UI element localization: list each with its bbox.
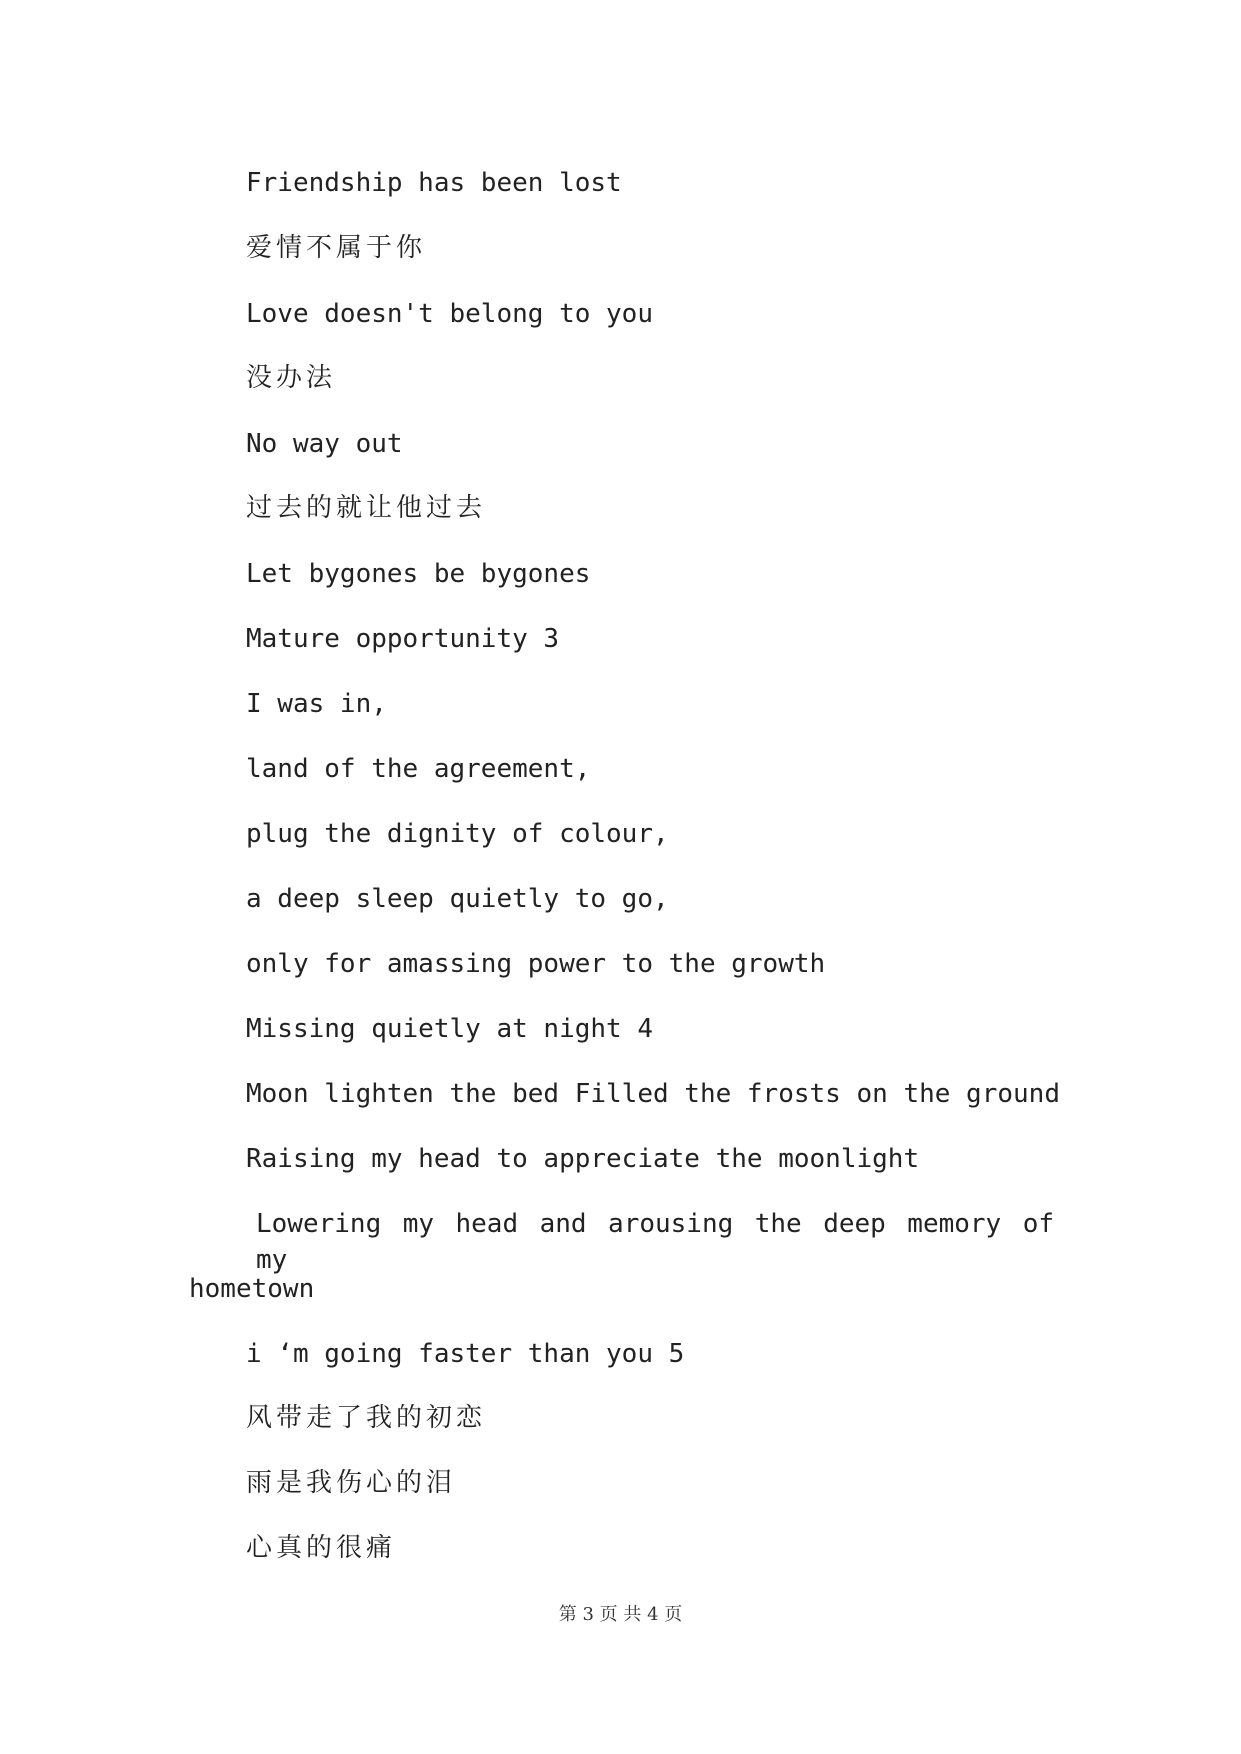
text-line: Raising my head to appreciate the moonlight — [246, 1144, 920, 1174]
text-line: 风带走了我的初恋 — [246, 1403, 487, 1433]
text-line: hometown — [189, 1274, 315, 1304]
text-line: Missing quietly at night 4 — [246, 1014, 653, 1044]
text-line: land of the agreement, — [246, 754, 591, 784]
text-line: No way out — [246, 429, 403, 459]
text-line: plug the dignity of colour, — [246, 819, 669, 849]
text-line: Moon lighten the bed Filled the frosts on the ground — [246, 1079, 1060, 1109]
text-line: a deep sleep quietly to go, — [246, 884, 669, 914]
text-line: 心真的很痛 — [246, 1533, 397, 1563]
text-line: 过去的就让他过去 — [246, 493, 487, 523]
text-line: Mature opportunity 3 — [246, 624, 560, 654]
text-line: Love doesn't belong to you — [246, 299, 653, 329]
page-number-footer: 第 3 页 共 4 页 — [558, 1604, 683, 1625]
text-line: i ‘m going faster than you 5 — [246, 1339, 685, 1369]
text-line: Lowering my head and arousing the deep memory of my — [256, 1209, 1054, 1275]
text-line: Let bygones be bygones — [246, 559, 591, 589]
text-line: I was in, — [246, 689, 387, 719]
text-line: only for amassing power to the growth — [246, 949, 826, 979]
text-line: 雨是我伤心的泪 — [246, 1468, 457, 1498]
text-line: Friendship has been lost — [246, 168, 622, 198]
text-line: 爱情不属于你 — [246, 233, 427, 263]
text-line: 没办法 — [246, 363, 337, 393]
